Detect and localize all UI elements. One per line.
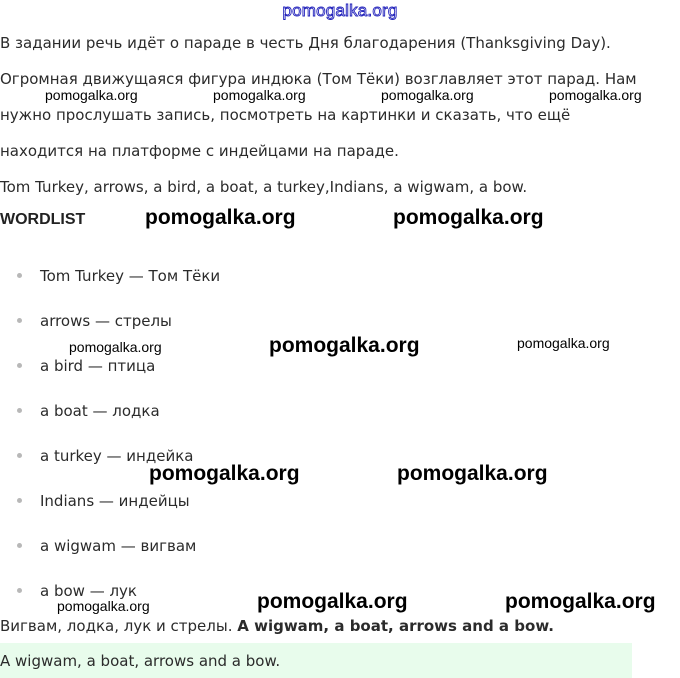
- wordlist-item: [17, 311, 172, 331]
- intro-paragraph: В задании речь идёт о параде в честь Дня благодарения (Thanksgiving Day).: [0, 34, 611, 52]
- conclusion-ru: Вигвам, лодка, лук и стрелы.: [0, 617, 238, 635]
- watermark: pomogalka.org: [269, 334, 420, 357]
- wordlist-item-text: a bow — лук: [40, 582, 137, 600]
- watermark: pomogalka.org: [69, 339, 162, 355]
- bullet-icon: [17, 498, 22, 503]
- wordlist-item: [17, 491, 190, 511]
- wordlist-item-text: a turkey — индейка: [40, 447, 194, 465]
- watermark: pomogalka.org: [397, 462, 548, 485]
- answer-text: A wigwam, a boat, arrows and a bow.: [0, 652, 281, 670]
- wordlist-item-text: Indians — индейцы: [40, 492, 190, 510]
- wordlist-item: [17, 356, 155, 376]
- watermark: pomogalka.org: [381, 87, 474, 103]
- wordlist-item: [17, 401, 160, 421]
- wordlist-item-text: a boat — лодка: [40, 402, 160, 420]
- watermark: pomogalka.org: [505, 590, 656, 613]
- wordlist-item: [17, 536, 196, 556]
- watermark: pomogalka.org: [57, 598, 150, 614]
- bullet-icon: [17, 588, 22, 593]
- wordlist-item-text: arrows — стрелы: [40, 312, 172, 330]
- watermark: pomogalka.org: [393, 206, 544, 229]
- wordlist-item: [17, 266, 220, 286]
- bullet-icon: [17, 318, 22, 323]
- task-paragraph-line-1: Огромная движущаяся фигура индюка (Том Тёки) возглавляет этот парад. Нам: [0, 70, 637, 88]
- conclusion-en: A wigwam, a boat, arrows and a bow.: [237, 617, 554, 635]
- bullet-icon: [17, 363, 22, 368]
- bullet-icon: [17, 543, 22, 548]
- watermark: pomogalka.org: [213, 87, 306, 103]
- bullet-icon: [17, 273, 22, 278]
- watermark: pomogalka.org: [257, 590, 408, 613]
- site-logo: pomogalka.org: [282, 1, 398, 20]
- conclusion-paragraph: [0, 616, 554, 636]
- wordlist-item-text: Tom Turkey — Том Тёки: [40, 267, 221, 285]
- watermark: pomogalka.org: [145, 206, 296, 229]
- wordlist-item-text: a wigwam — вигвам: [40, 537, 197, 555]
- task-paragraph-line-2: нужно прослушать запись, посмотреть на картинки и сказать, что ещё: [0, 106, 571, 124]
- bullet-icon: [17, 453, 22, 458]
- task-paragraph-line-3: находится на платформе с индейцами на параде.: [0, 142, 399, 160]
- watermark: pomogalka.org: [45, 87, 138, 103]
- watermark: pomogalka.org: [149, 462, 300, 485]
- watermark: pomogalka.org: [549, 87, 642, 103]
- wordlist-heading: WORDLIST: [0, 211, 86, 228]
- options-paragraph: Tom Turkey, arrows, a bird, a boat, a turkey,Indians, a wigwam, a bow.: [0, 178, 528, 196]
- watermark: pomogalka.org: [517, 335, 610, 351]
- bullet-icon: [17, 408, 22, 413]
- wordlist-item-text: a bird — птица: [40, 357, 156, 375]
